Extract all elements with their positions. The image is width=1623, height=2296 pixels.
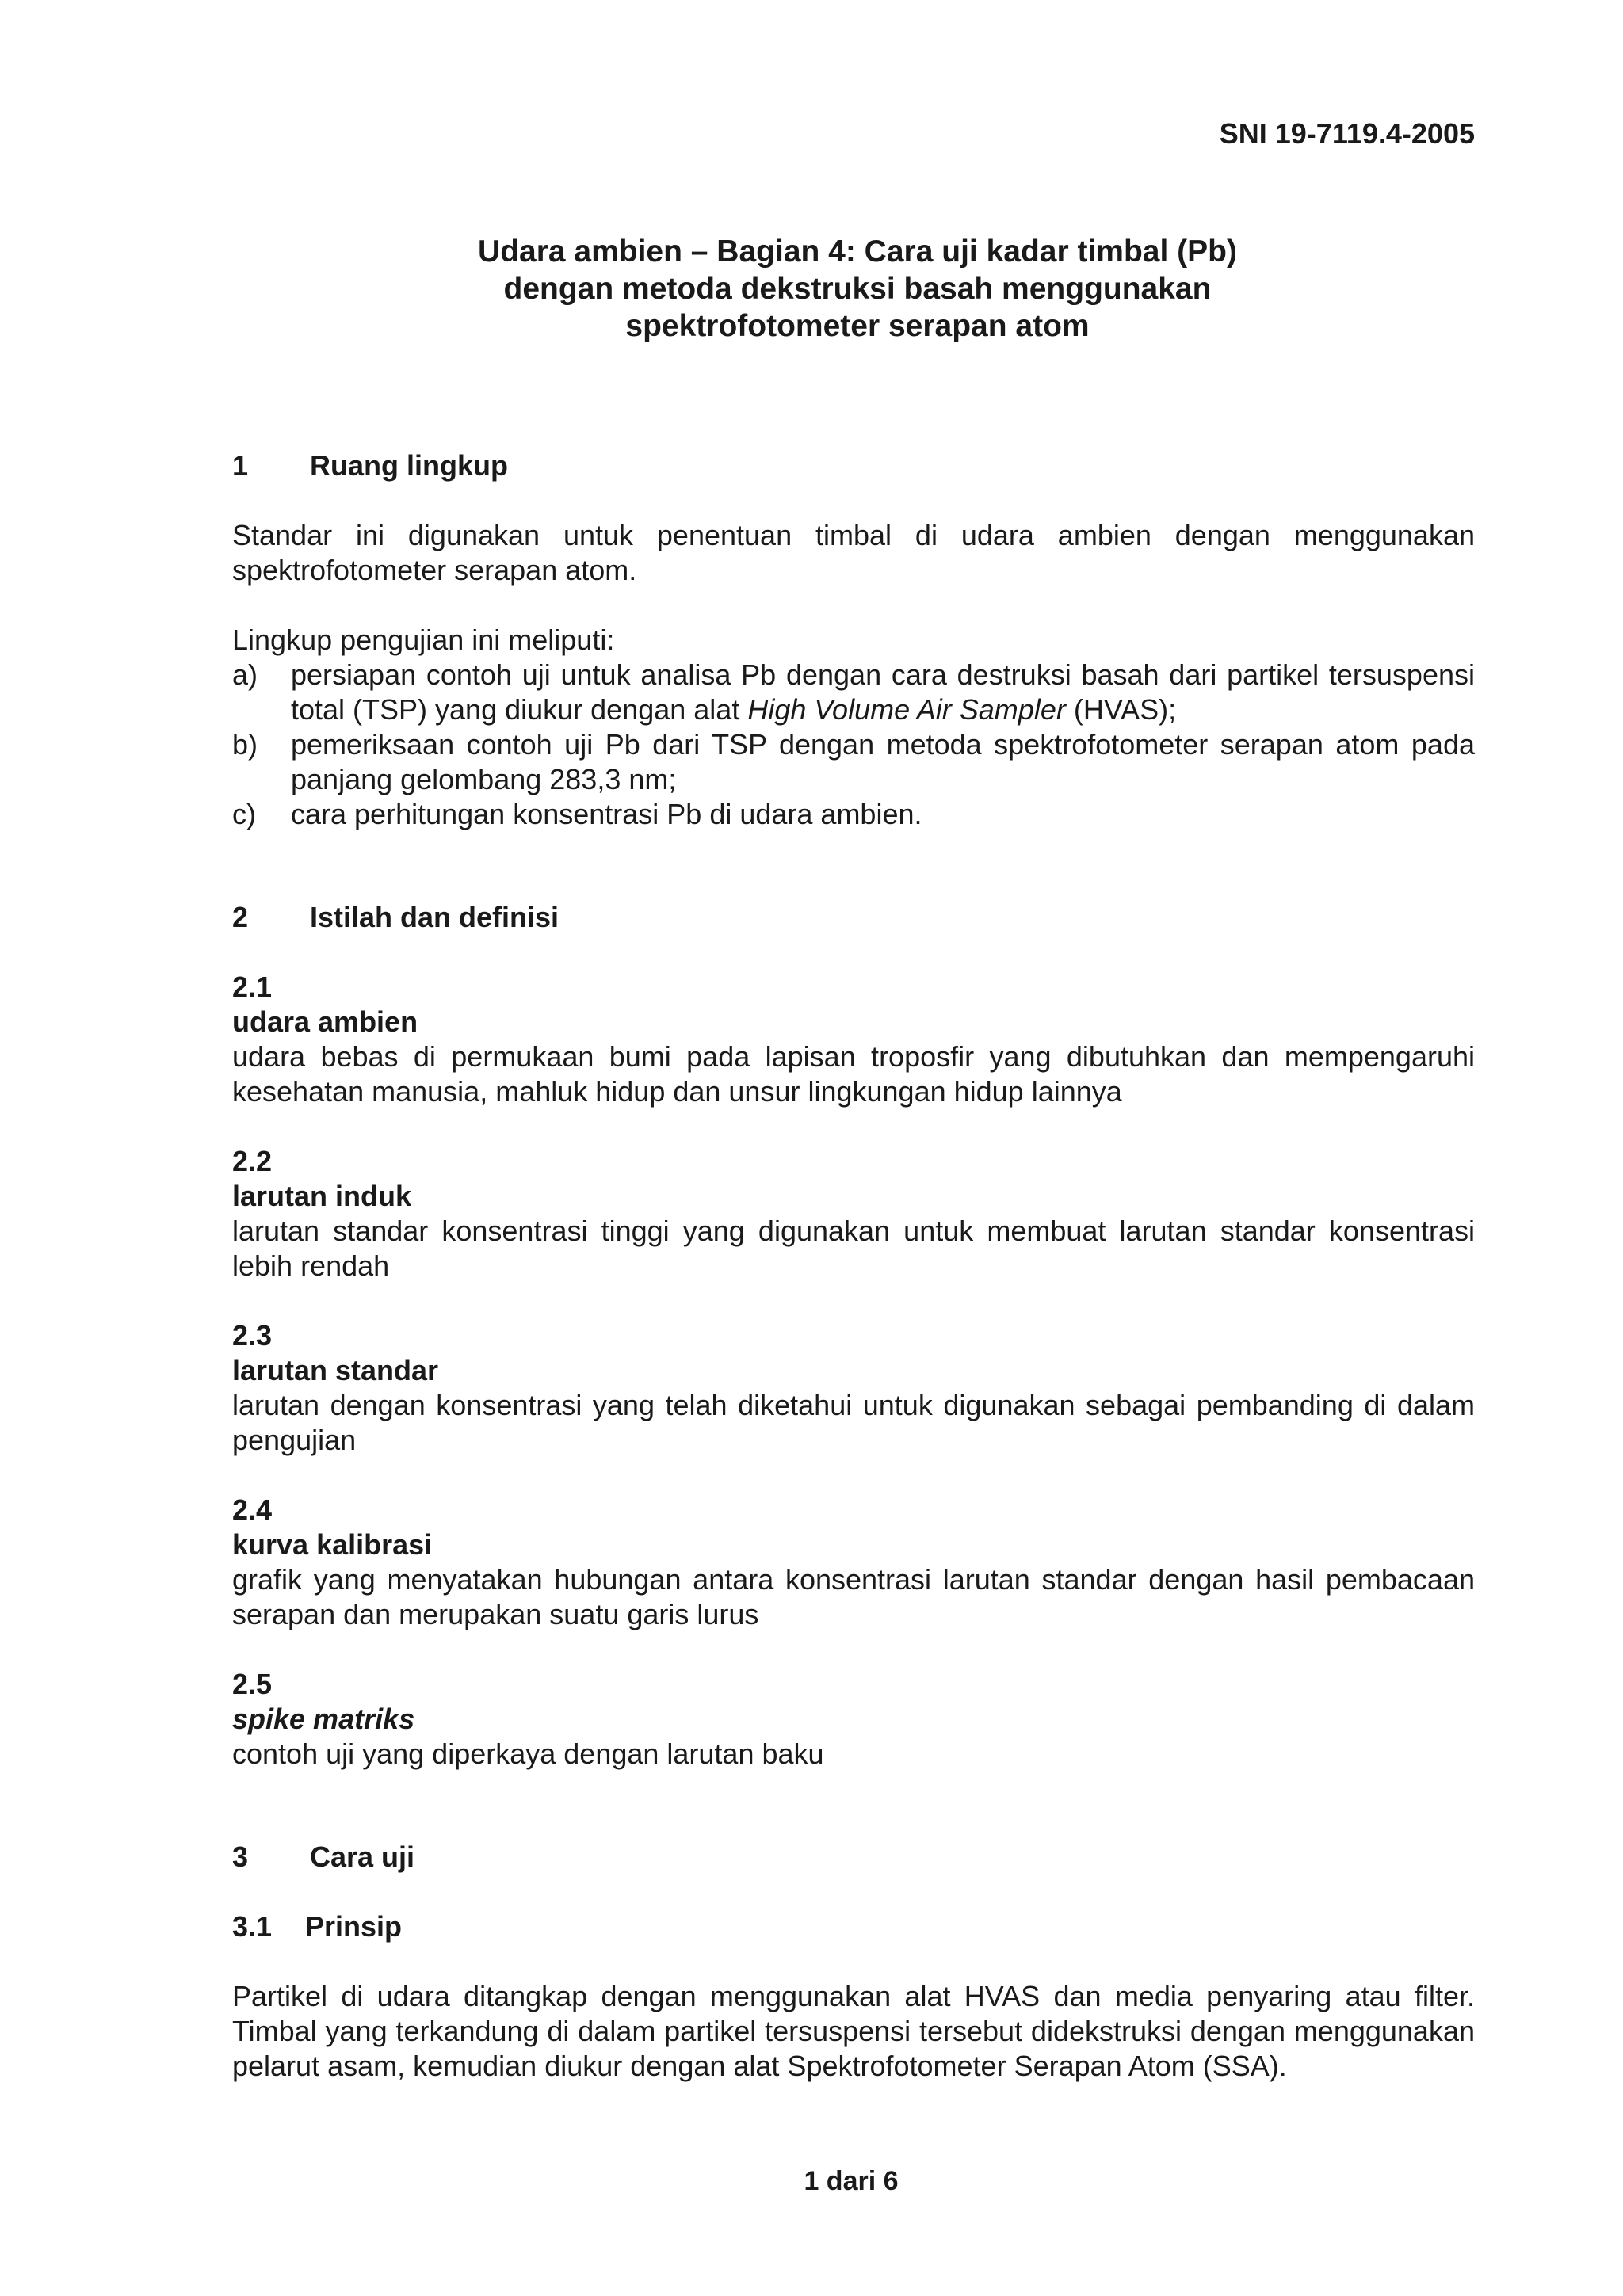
- definition-term: larutan standar: [232, 1354, 439, 1386]
- definition-text: contoh uji yang diperkaya dengan larutan baku: [232, 1737, 824, 1770]
- list-marker: c): [232, 798, 256, 830]
- document-title: [0, 233, 1623, 345]
- section-number: 1: [232, 449, 249, 482]
- scope-list-lead: Lingkup pengujian ini meliputi:: [232, 624, 615, 656]
- definition-2-5: [232, 1667, 1475, 1772]
- scope-intro: Standar ini digunakan untuk penentuan timbal di udara ambien dengan menggunakan spektrofotometer serapan atom.: [232, 519, 1475, 586]
- list-marker: b): [232, 728, 258, 761]
- definition-number: 2.1: [232, 971, 273, 1003]
- principle-text: Partikel di udara ditangkap dengan menggunakan alat HVAS dan media penyaring atau filter. Timbal yang terkandung di dalam partikel tersuspensi tersebut didekstruksi dengan menggunakan pelarut asam, kemudian diukur dengan alat Spektrofotometer Serapan Atom (SSA).: [232, 1980, 1475, 2082]
- italic-term: High Volume Air Sampler: [747, 693, 1066, 726]
- definition-text: udara bebas di permukaan bumi pada lapisan troposfir yang dibutuhkan dan mempengaruhi kesehatan manusia, mahluk hidup dan unsur lingkungan hidup lainnya: [232, 1040, 1475, 1108]
- section-2-heading: [232, 900, 1475, 935]
- definition-term: spike matriks: [232, 1703, 415, 1735]
- definition-text: larutan standar konsentrasi tinggi yang digunakan untuk membuat larutan standar konsentrasi lebih rendah: [232, 1215, 1475, 1282]
- definition-2-4: [232, 1493, 1475, 1632]
- document-code: SNI 19-7119.4-2005: [1219, 117, 1475, 150]
- subsection-3-1-heading: [232, 1909, 1475, 1944]
- section-3-heading: [232, 1840, 1475, 1875]
- list-text: pemeriksaan contoh uji Pb dari TSP dengan metoda spektrofotometer serapan atom pada panjang gelombang 283,3 nm;: [291, 728, 1475, 795]
- page-number: 1 dari 6: [804, 2166, 899, 2196]
- list-item: [232, 797, 1475, 832]
- definition-number: 2.2: [232, 1145, 273, 1177]
- definition-text: grafik yang menyatakan hubungan antara konsentrasi larutan standar dengan hasil pembacaan serapan dan merupakan suatu garis lurus: [232, 1563, 1475, 1630]
- title-line-2: dengan metoda dekstruksi basah menggunakan: [503, 272, 1212, 306]
- definition-number: 2.4: [232, 1493, 273, 1526]
- section-1-heading: [232, 448, 1475, 483]
- title-line-3: spektrofotometer serapan atom: [625, 309, 1090, 343]
- section-number: 2: [232, 901, 249, 933]
- definition-2-2: [232, 1144, 1475, 1283]
- definition-2-1: [232, 970, 1475, 1109]
- definition-number: 2.3: [232, 1319, 273, 1352]
- subsection-title: Prinsip: [305, 1910, 403, 1943]
- list-text: persiapan contoh uji untuk analisa Pb dengan cara destruksi basah dari partikel tersuspensi total (TSP) yang diukur dengan alat High Volume Air Sampler (HVAS);: [291, 658, 1475, 726]
- section-number: 3: [232, 1840, 249, 1873]
- subsection-number: 3.1: [232, 1910, 273, 1943]
- definition-text: larutan dengan konsentrasi yang telah diketahui untuk digunakan sebagai pembanding di dalam pengujian: [232, 1389, 1475, 1456]
- document-body: [232, 448, 1475, 2084]
- section-title: Cara uji: [310, 1840, 415, 1873]
- title-line-1: Udara ambien – Bagian 4: Cara uji kadar timbal (Pb): [478, 235, 1237, 269]
- definition-term: kurva kalibrasi: [232, 1528, 433, 1561]
- definition-2-3: [232, 1318, 1475, 1458]
- definition-term: larutan induk: [232, 1180, 412, 1212]
- list-item: [232, 658, 1475, 727]
- list-text: cara perhitungan konsentrasi Pb di udara ambien.: [291, 798, 922, 830]
- definition-term: udara ambien: [232, 1005, 418, 1038]
- list-item: [232, 727, 1475, 797]
- section-title: Ruang lingkup: [310, 449, 508, 482]
- section-title: Istilah dan definisi: [310, 901, 559, 933]
- definition-number: 2.5: [232, 1668, 273, 1700]
- list-marker: a): [232, 658, 258, 691]
